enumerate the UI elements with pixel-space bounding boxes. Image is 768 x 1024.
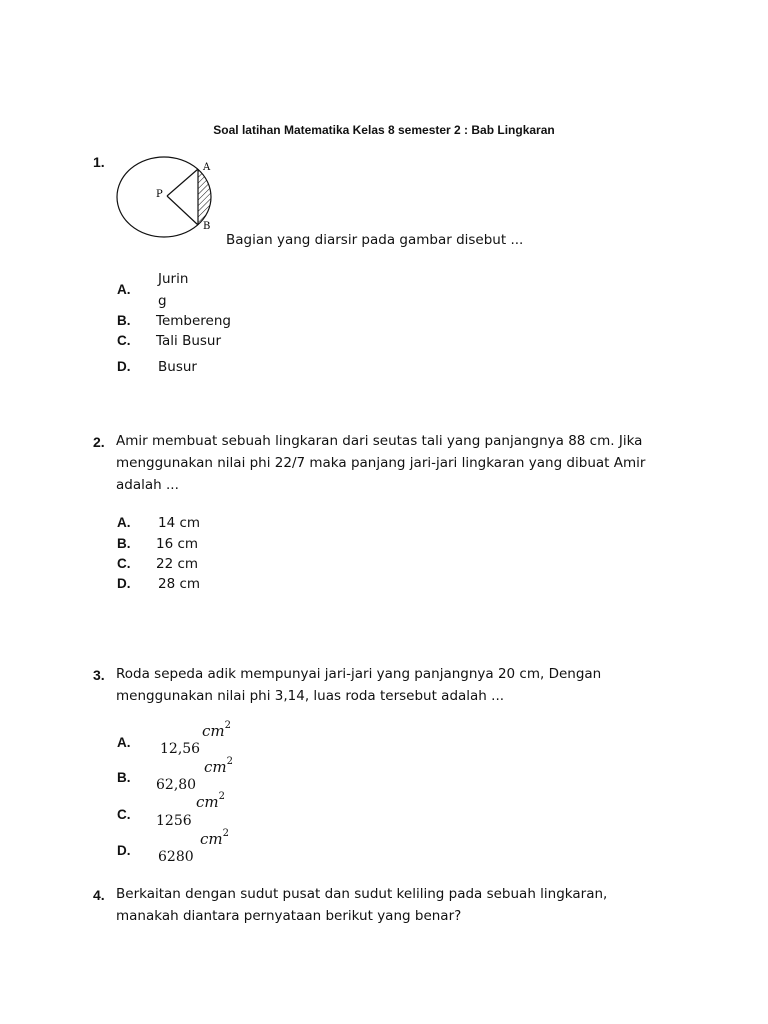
- q2-option-a-letter[interactable]: A.: [117, 515, 131, 530]
- circle-outline: [117, 157, 211, 237]
- q3-option-a-letter[interactable]: A.: [117, 735, 131, 750]
- q3-option-b-unit: $cm^2$: [204, 756, 233, 776]
- q1-option-a-letter[interactable]: A.: [117, 282, 131, 297]
- q3-option-d-unit: $cm^2$: [200, 828, 229, 848]
- question-3-number: 3.: [93, 667, 105, 683]
- question-2-line-2: menggunakan nilai phi 22/7 maka panjang jari-jari lingkaran yang dibuat Amir: [116, 455, 646, 471]
- q2-option-d-letter[interactable]: D.: [117, 576, 131, 591]
- question-4-line-1: Berkaitan dengan sudut pusat dan sudut keliling pada sebuah lingkaran,: [116, 886, 608, 902]
- question-1-number: 1.: [93, 154, 105, 170]
- q1-option-b-letter[interactable]: B.: [117, 313, 131, 328]
- radius-pb: [167, 196, 198, 225]
- page-title: Soal latihan Matematika Kelas 8 semester 2 : Bab Lingkaran: [213, 123, 555, 137]
- q1-option-c-text[interactable]: Tali Busur: [156, 333, 222, 349]
- q2-option-c-text[interactable]: 22 cm: [156, 556, 199, 572]
- q2-option-d-text[interactable]: 28 cm: [158, 576, 201, 592]
- q3-option-c-value[interactable]: 1256: [156, 813, 192, 829]
- q2-option-b-letter[interactable]: B.: [117, 536, 131, 551]
- question-3-line-1: Roda sepeda adik mempunyai jari-jari yang panjangnya 20 cm, Dengan: [116, 666, 602, 682]
- q3-option-a-value[interactable]: 12,56: [160, 741, 201, 757]
- label-a: A: [203, 162, 211, 173]
- question-2-line-1: Amir membuat sebuah lingkaran dari seutas tali yang panjangnya 88 cm. Jika: [116, 433, 643, 449]
- label-p: P: [156, 189, 163, 200]
- q1-option-b-text[interactable]: Tembereng: [156, 313, 231, 329]
- question-4-number: 4.: [93, 887, 105, 903]
- q3-option-b-letter[interactable]: B.: [117, 770, 131, 785]
- question-4-line-2: manakah diantara pernyataan berikut yang benar?: [116, 908, 462, 924]
- q2-option-b-text[interactable]: 16 cm: [156, 536, 199, 552]
- q3-option-b-value[interactable]: 62,80: [156, 777, 197, 793]
- q3-option-c-letter[interactable]: C.: [117, 807, 131, 822]
- radius-pa: [167, 169, 198, 196]
- q1-option-d-text[interactable]: Busur: [158, 359, 197, 375]
- q3-option-a-unit: $cm^2$: [202, 720, 231, 740]
- q1-option-d-letter[interactable]: D.: [117, 359, 131, 374]
- q1-option-a-text-line1[interactable]: Jurin: [158, 271, 189, 287]
- q3-option-c-unit: $cm^2$: [196, 791, 225, 811]
- q1-option-c-letter[interactable]: C.: [117, 333, 131, 348]
- question-1-text: Bagian yang diarsir pada gambar disebut ...: [226, 232, 524, 248]
- question-3-line-2: menggunakan nilai phi 3,14, luas roda tersebut adalah ...: [116, 688, 505, 704]
- q3-option-d-letter[interactable]: D.: [117, 843, 131, 858]
- q2-option-a-text[interactable]: 14 cm: [158, 515, 201, 531]
- q3-option-d-value[interactable]: 6280: [158, 849, 194, 865]
- q2-option-c-letter[interactable]: C.: [117, 556, 131, 571]
- circle-segment-figure: [110, 152, 225, 244]
- question-2-number: 2.: [93, 434, 105, 450]
- label-b: B: [203, 221, 211, 232]
- q1-option-a-text-line2[interactable]: g: [158, 293, 167, 309]
- question-2-line-3: adalah ...: [116, 477, 179, 493]
